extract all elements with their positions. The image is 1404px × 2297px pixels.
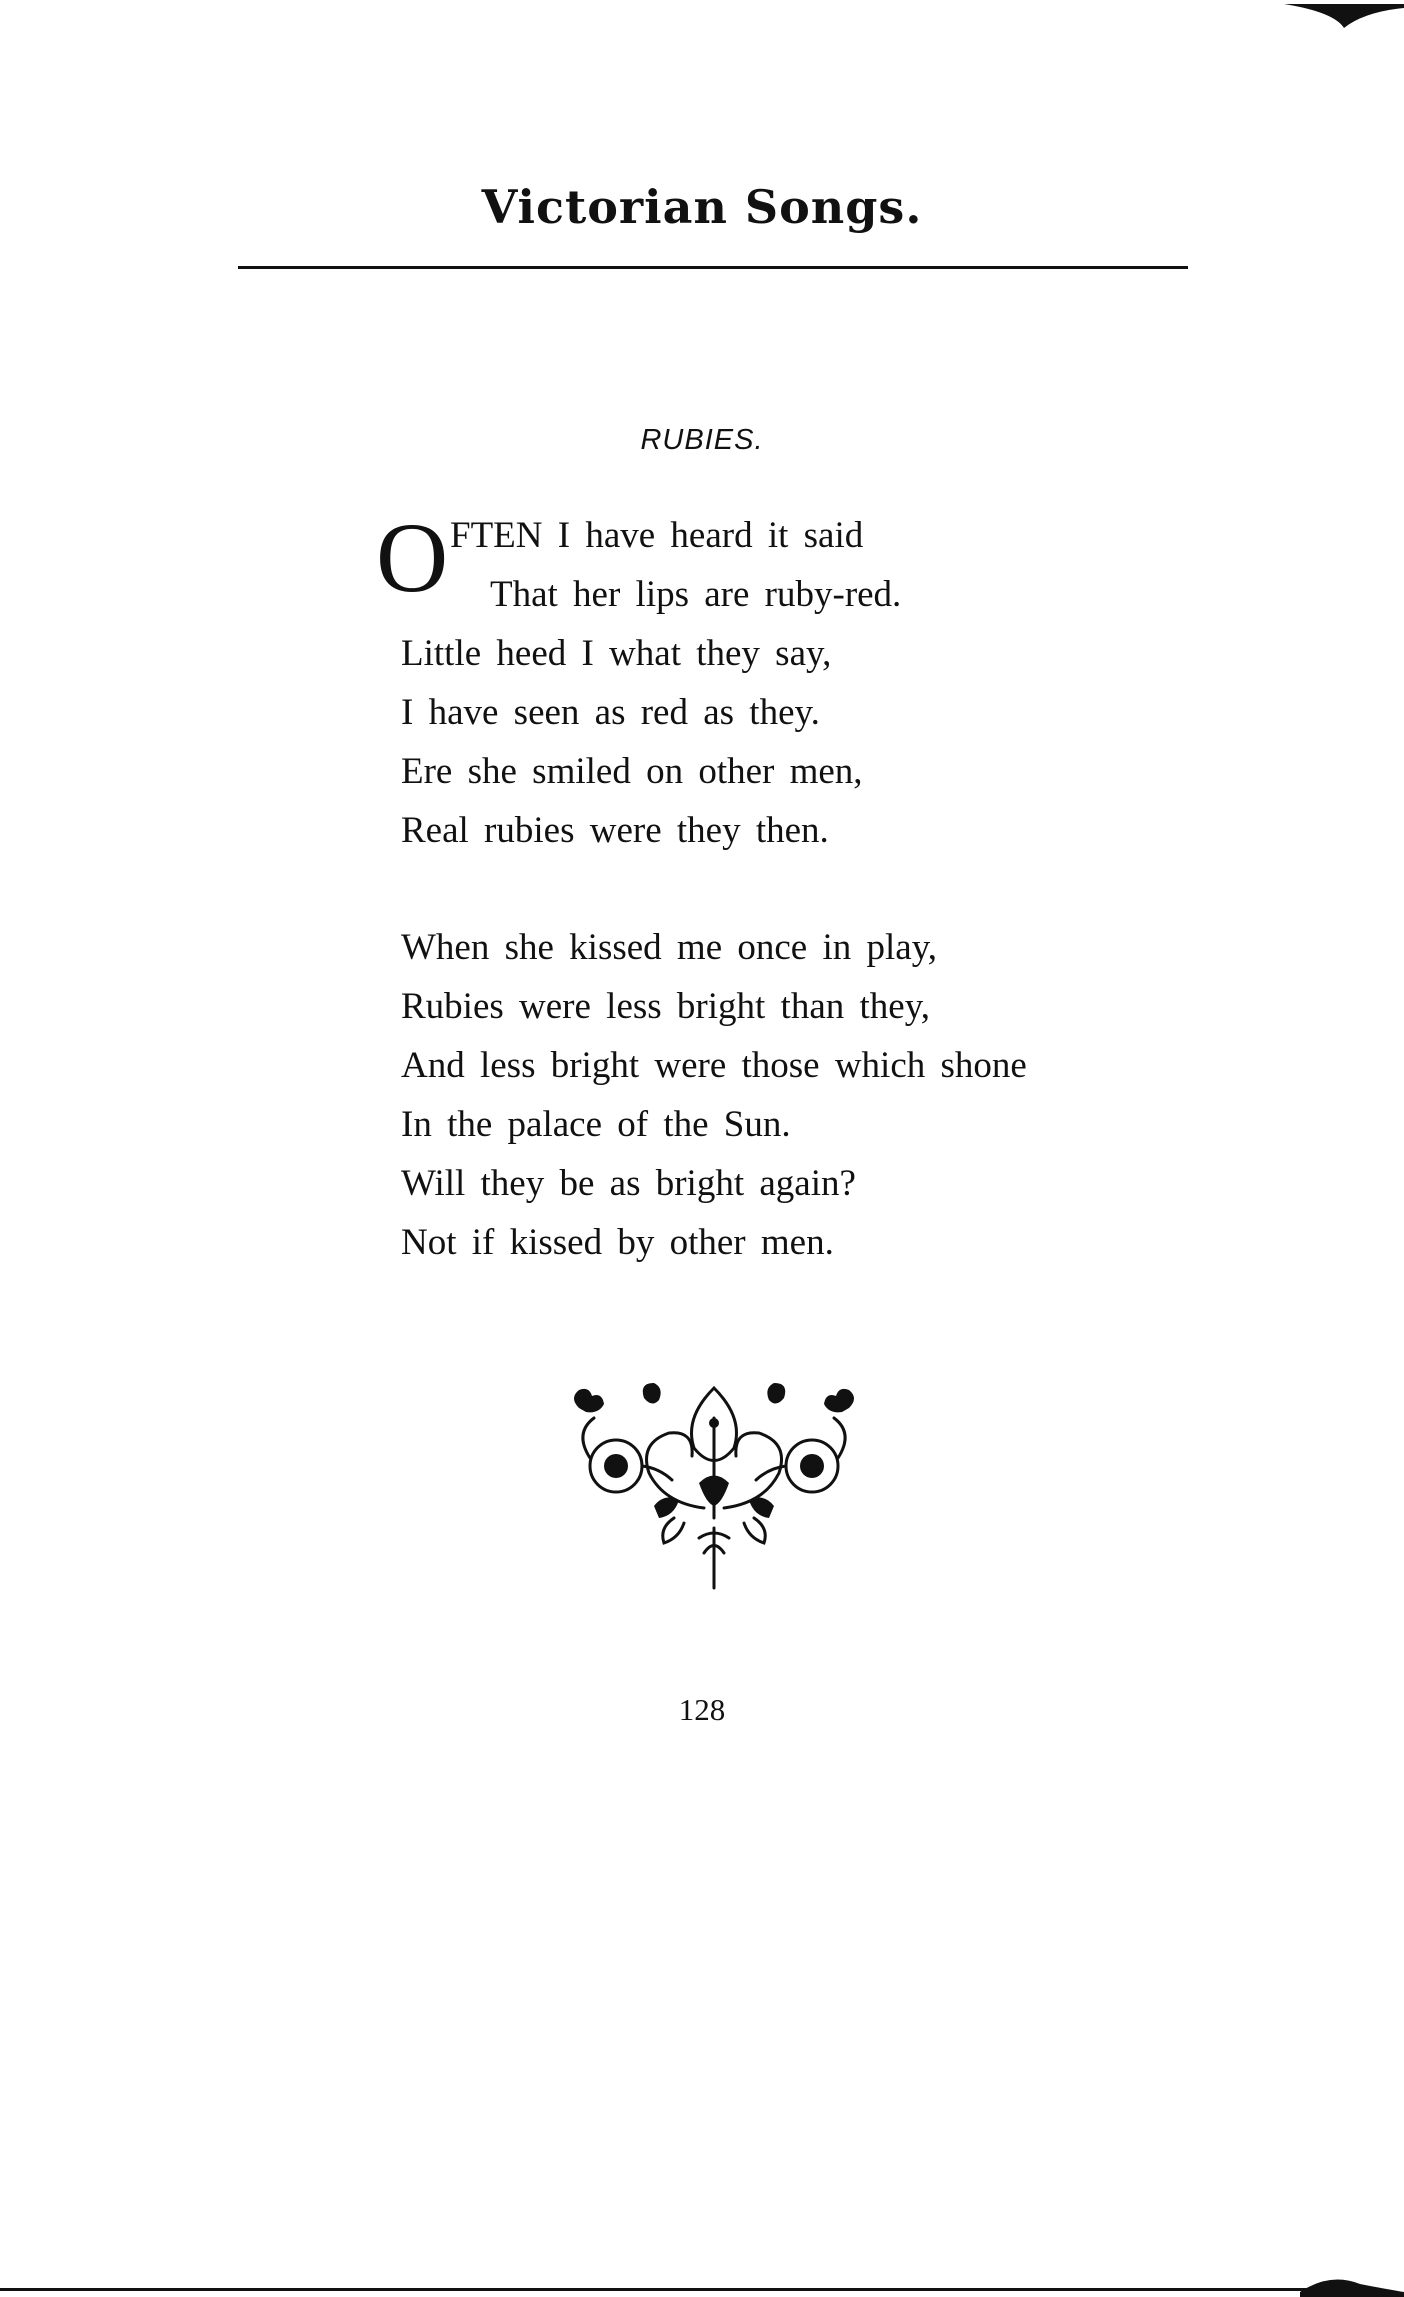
poem-line: Little heed I what they say, xyxy=(401,633,832,674)
poem-line: Not if kissed by other men. xyxy=(401,1222,834,1263)
poem-line: That her lips are ruby-red. xyxy=(490,574,902,615)
page-number: 128 xyxy=(678,1692,726,1727)
poem-line: FTEN I have heard it said xyxy=(450,515,864,556)
poem-line: I have seen as red as they. xyxy=(401,692,820,733)
poem-line: In the palace of the Sun. xyxy=(401,1104,791,1145)
running-header: Victorian Songs. xyxy=(481,180,923,234)
floral-ornament-icon xyxy=(554,1378,874,1598)
poem-line: Ere she smiled on other men, xyxy=(401,751,863,792)
poem-line: Rubies were less bright than they, xyxy=(401,986,931,1027)
scan-edge-mark xyxy=(1284,0,1404,30)
scan-edge-mark xyxy=(0,2262,1404,2297)
poem-line: When she kissed me once in play, xyxy=(401,927,938,968)
poem-title: RUBIES. xyxy=(640,424,764,456)
drop-cap: O xyxy=(376,502,449,613)
header-rule xyxy=(238,266,1188,269)
poem-line: Will they be as bright again? xyxy=(401,1163,856,1204)
poem-line: Real rubies were they then. xyxy=(401,810,829,851)
poem-line: And less bright were those which shone xyxy=(401,1045,1027,1086)
